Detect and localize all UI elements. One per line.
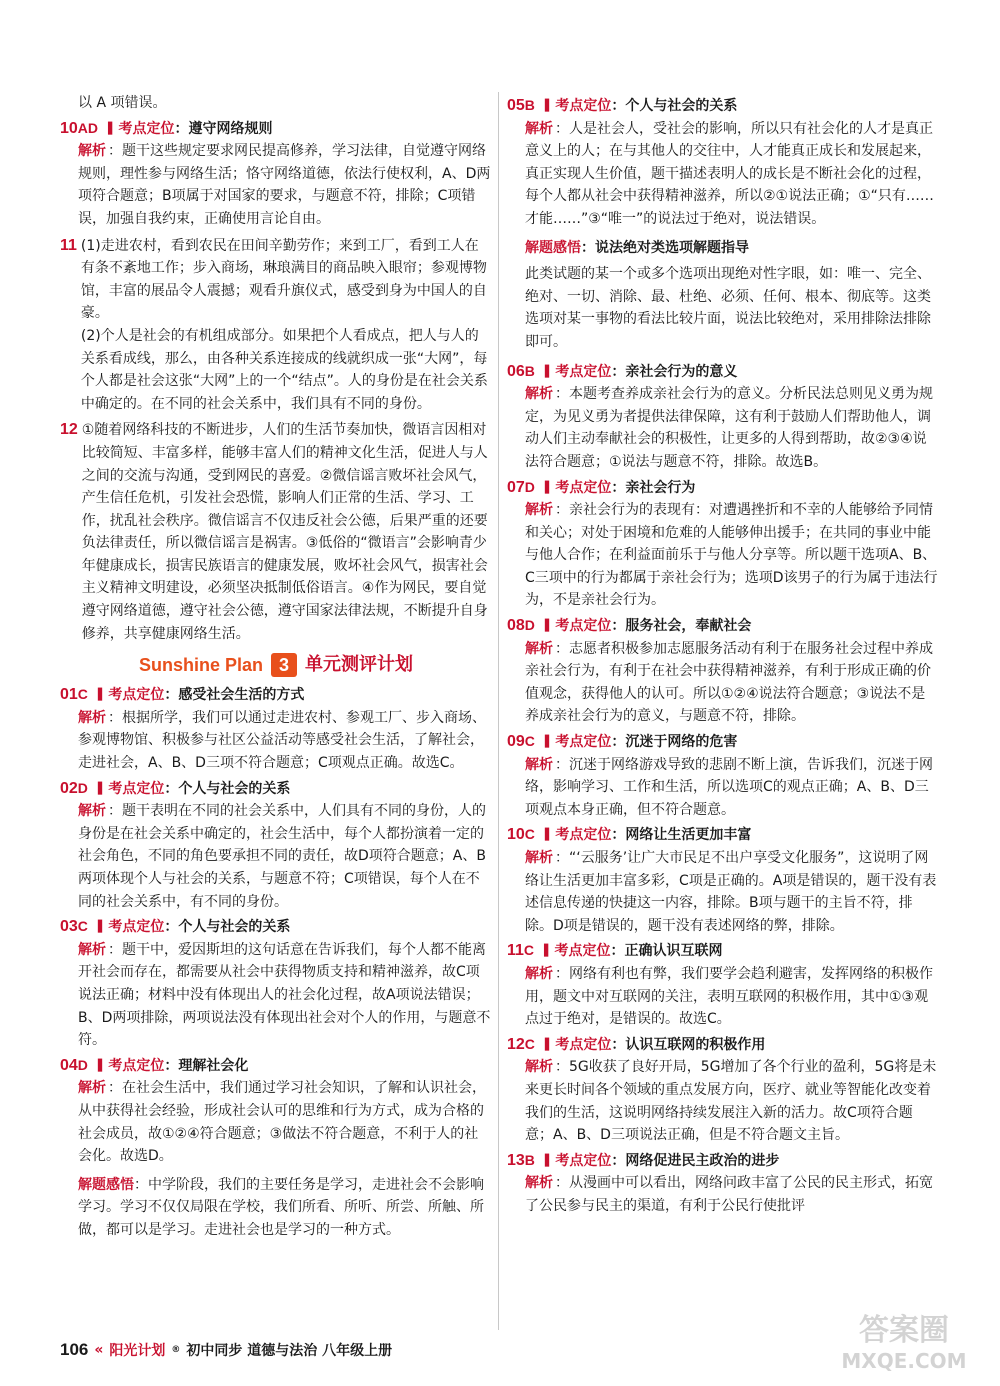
column-divider <box>498 92 499 1330</box>
answer-04: 04D▌ 考点定位：理解社会化 解析 ：在社会生活中，我们通过学习社会知识，了解和认识社会，从中获得社会经验，形成社会认可的思维和行为方式，成为合格的社会成员，故①②④符合题意；③做法不符合题意，不利于人的社会化。故选D。 解题感悟：中学阶段，我们的主要任务是学习，走进社会不会影响学习。学习不仅仅局限在学校，我们所看、所听、所尝、所触、所做，都可以是学习。走进社会也是学习的一种方式。 <box>60 1054 492 1242</box>
book-title: 初中同步 道德与法治 八年级上册 <box>186 1343 393 1359</box>
watermark-text-cn: 答案圈 <box>859 1313 949 1348</box>
answer-10-right: 10C▌ 考点定位：网络让生活更加丰富 解析 ：“‘云服务’让广大市民足不出户享受文化服务”，这说明了网络让生活更加丰富多彩，C项是正确的。A项是错误的，题干没有表述信息传递的快捷这一内容，排除。B项与题干的主旨不符，排除。D项是错误的，题干没有表述网络的弊，排除。 <box>507 823 939 937</box>
answer-09: 09C▌ 考点定位：沉迷于网络的危害 解析 ：沉迷于网络游戏导致的悲剧不断上演，告诉我们，沉迷于网络，影响学习、工作和生活，所以选项C的观点正确；A、B、D三项观点本身正确，但不符合题意。 <box>507 730 939 821</box>
answer-03: 03C▌ 考点定位：个人与社会的关系 解析 ：题干中，爱因斯坦的这句话意在告诉我们，每个人都不能离开社会而存在，都需要从社会中获得物质支持和精神滋养，故C项说法正确；材料中没有体现出人的社会化过程，故A项说法错误；B、D两项排除，两项说法没有体现出社会对个人的作用，与题意不符。 <box>60 915 492 1052</box>
carry-line: 以 A 项错误。 <box>78 95 167 111</box>
answer-11: 11 (1)走进农村，看到农民在田间辛勤劳作；来到工厂，看到工人在有条不紊地工作；步入商场，琳琅满目的商品映入眼帘；参观博物馆，丰富的展品令人震撼；观看升旗仪式，感受到身为中国人的自豪。 (2)个人是社会的有机组成部分。如果把个人看成点，把人与人的关系看成线，那么，由各种关系连接成的线就织成一张“大网”，每个人都是社会这张“大网”上的一个“结点”。人的身份是在社会关系中确定的。在不同的社会关系中，我们具有不同的身份。 <box>60 236 488 412</box>
answer-08: 08D▌ 考点定位：服务社会，奉献社会 解析 ：志愿者积极参加志愿服务活动有利于在服务社会过程中养成亲社会行为，有利于在社会中获得精神滋养，有利于形成正确的价值观念，获得他人的认可。所以①②④说法符合题意；③说法不是养成亲社会行为的意义，与题意不符，排除。 <box>507 614 939 728</box>
solving-insight: 解题感悟：中学阶段，我们的主要任务是学习，走进社会不会影响学习。学习不仅仅局限在学校，我们所看、所听、所尝、所触、所做，都可以是学习。走进社会也是学习的一种方式。 <box>78 1176 484 1238</box>
watermark-logo <box>824 1306 984 1376</box>
answer-10: 10AD▌ 考点定位：遵守网络规则 解析 ：题干这些规定要求网民提高修养，学习法律，自觉遵守网络规则，理性参与网络生活；恪守网络道德，依法行使权利，A、D两项符合题意；B项属于对国家的要求，与题意不符，排除；C项错误，加强自我约束，正确使用言论自由。 <box>60 117 492 231</box>
solving-tip: 解题感悟：说法绝对类选项解题指导 此类试题的某一个或多个选项出现绝对性字眼，如：唯一、完全、绝对、一切、消除、最、杜绝、必须、任何、根本、彻底等。这类选项对某一事物的看法比较片面，说法比较绝对，采用排除法排除即可。 <box>525 239 931 350</box>
plan-number-badge: 3 <box>271 653 297 677</box>
answer-06: 06B▌ 考点定位：亲社会行为的意义 解析 ：本题考查养成亲社会行为的意义。分析民法总则见义勇为规定，为见义勇为者提供法律保障，这有利于鼓励人们帮助他人，调动人们主动奉献社会的积极性，让更多的人得到帮助，故②③④说法符合题意；①说法与题意不符，排除。故选B。 <box>507 360 939 474</box>
answer-07: 07D▌ 考点定位：亲社会行为 解析 ：亲社会行为的表现有：对遭遇挫折和不幸的人能够给予同情和关心；对处于困境和危难的人能够伸出援手；在共同的事业中能与他人合作；在利益面前乐于与他人分享等。所以题干选项A、B、C三项中的行为都属于亲社会行为；选项D该男子的行为属于违法行为，不是亲社会行为。 <box>507 476 939 613</box>
answer-05: 05B▌ 考点定位：个人与社会的关系 解析 ：人是社会人，受社会的影响，所以只有社会化的人才是真正意义上的人；在与其他人的交往中，人才能真正成长和发展起来，真正实现人生价值，题干描述表明人的成长是不断社会化的过程，每个人都从社会中获得精神滋养，所以②①说法正确；①“只有……才能……”③“唯一”的说法过于绝对，说法错误。 <box>507 94 939 231</box>
page-number: 106 <box>60 1340 89 1359</box>
question-number: 10AD <box>60 119 99 137</box>
answer-02: 02D▌ 考点定位：个人与社会的关系 解析 ：题干表明在不同的社会关系中，人们具有不同的身份，人的身份是在社会关系中确定的，社会生活中，每个人都扮演着一定的社会角色，不同的角色要承担不同的责任，故D项符合题意；A、B两项体现个人与社会的关系，与题意不符；C项错误，每个人在不同的社会关系中，有不同的身份。 <box>60 777 492 914</box>
watermark-text-en: MXQE.COM <box>841 1349 967 1373</box>
left-column <box>60 92 492 1242</box>
page-footer: 106 « 阳光计划 ® 初中同步 道德与法治 八年级上册 <box>60 1340 393 1359</box>
answer-11-right: 11C▌ 考点定位：正确认识互联网 解析 ：网络有利也有弊，我们要学会趋利避害，发挥网络的积极作用，题文中对互联网的关注，表明互联网的积极作用，其中①③观点过于绝对，是错误的。故选C。 <box>507 939 939 1030</box>
answer-13-right: 13B▌ 考点定位：网络促进民主政治的进步 解析 ：从漫画中可以看出，网络问政丰富了公民的民主形式，拓宽了公民参与民主的渠道，有利于公民行使批评 <box>507 1149 939 1218</box>
answer-12-right: 12C▌ 考点定位：认识互联网的积极作用 解析 ：5G收获了良好开局，5G增加了各个行业的盈利，5G将是未来更长时间各个领域的重点发展方向，医疗、就业等智能化改变着我们的生活，这说明网络持续发展注入新的活力。故C项符合题意；A、B、D三项说法正确，但是不符合题文主旨。 <box>507 1033 939 1147</box>
brand-name: 阳光计划 <box>109 1343 166 1359</box>
answer-01: 01C▌ 考点定位：感受社会生活的方式 解析 ：根据所学，我们可以通过走进农村、参观工厂、步入商场、参观博物馆、积极参与社区公益活动等感受社会生活，了解社会，走进社会，A、B、D三项不符合题意；C项观点正确。故选C。 <box>60 683 492 774</box>
sunshine-plan-banner: Sunshine Plan 3 单元测评计划 <box>60 653 492 677</box>
double-chevron-left-icon: « <box>94 1342 104 1358</box>
right-column <box>507 92 939 1218</box>
answer-12: 12 ①随着网络科技的不断进步，人们的生活节奏加快，微语言因相对比较简短、丰富多样，能够丰富人们的精神文化生活，促进人与人之间的交流与沟通，受到网民的喜爱。②微信谣言败坏社会风气，产生信任危机，引发社会恐慌，影响人们正常的生活、学习、工作，扰乱社会秩序。微信谣言不仅违反社会公德，后果严重的还要负法律责任，所以微信谣言是祸害。③低俗的“微语言”会影响青少年健康成长，损害民族语言的健康发展，败坏社会风气，损害社会主义精神文明建设，必须坚决抵制低俗语言。④作为网民，要自觉遵守网络道德，遵守社会公德，遵守国家法律法规，不断提升自身修养，共享健康网络生活。 <box>60 421 488 642</box>
